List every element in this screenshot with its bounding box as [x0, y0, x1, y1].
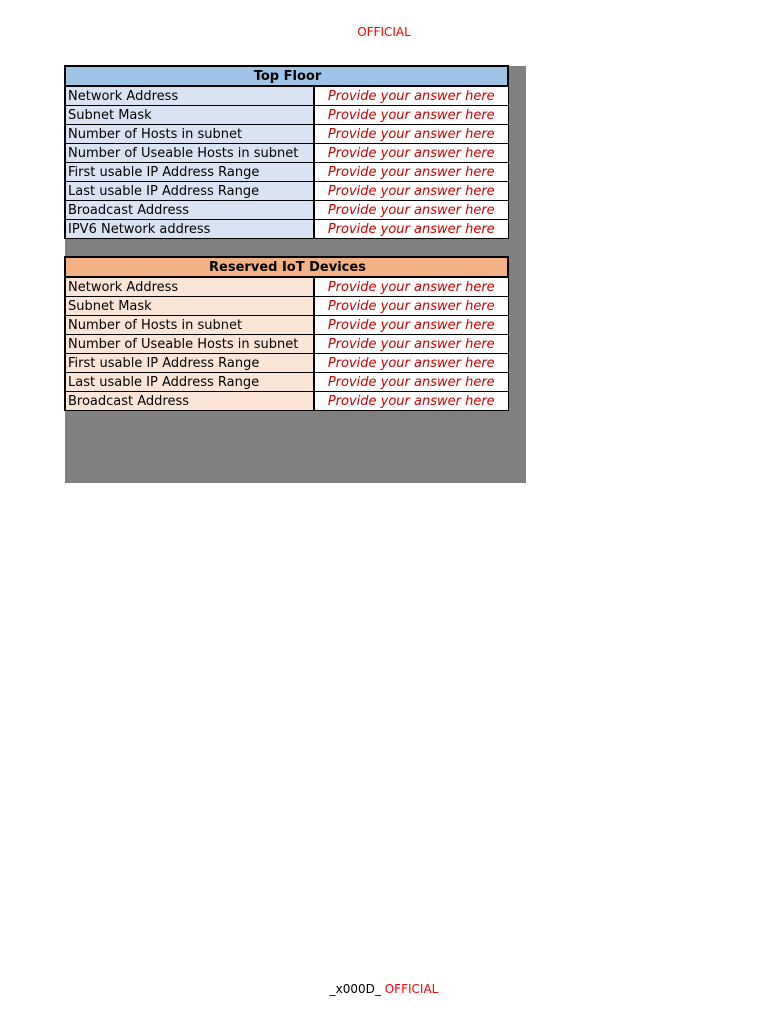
answer-cell[interactable]: Provide your answer here	[314, 125, 508, 144]
table-row	[65, 335, 508, 354]
answer-cell[interactable]: Provide your answer here	[314, 354, 508, 373]
reserved-iot-devices-table	[64, 256, 509, 411]
row-label: Broadcast Address	[65, 201, 314, 220]
row-label: Number of Useable Hosts in subnet	[65, 335, 314, 354]
footer-classification-label: OFFICIAL	[384, 982, 439, 996]
row-label: Broadcast Address	[65, 392, 314, 411]
table-header-row	[65, 257, 508, 277]
table-row	[65, 182, 508, 201]
answer-cell[interactable]: Provide your answer here	[314, 163, 508, 182]
table-row	[65, 163, 508, 182]
row-label: Network Address	[65, 277, 314, 297]
answer-cell[interactable]: Provide your answer here	[314, 335, 508, 354]
table-row	[65, 354, 508, 373]
row-label: First usable IP Address Range	[65, 163, 314, 182]
table-row	[65, 220, 508, 239]
table-row	[65, 106, 508, 125]
answer-cell[interactable]: Provide your answer here	[314, 316, 508, 335]
answer-cell[interactable]: Provide your answer here	[314, 106, 508, 125]
table-row	[65, 125, 508, 144]
row-label: Number of Hosts in subnet	[65, 316, 314, 335]
row-label: Last usable IP Address Range	[65, 373, 314, 392]
row-label: First usable IP Address Range	[65, 354, 314, 373]
footer-classification	[0, 982, 768, 996]
answer-cell[interactable]: Provide your answer here	[314, 86, 508, 106]
row-label: Last usable IP Address Range	[65, 182, 314, 201]
table-title: Top Floor	[65, 66, 508, 86]
table-row	[65, 373, 508, 392]
table-row	[65, 392, 508, 411]
answer-cell[interactable]: Provide your answer here	[314, 297, 508, 316]
table-row	[65, 86, 508, 106]
table-title: Reserved IoT Devices	[65, 257, 508, 277]
table-row	[65, 316, 508, 335]
row-label: Number of Hosts in subnet	[65, 125, 314, 144]
footer-prefix: _x000D_	[329, 982, 381, 996]
table-row	[65, 277, 508, 297]
answer-cell[interactable]: Provide your answer here	[314, 373, 508, 392]
answer-cell[interactable]: Provide your answer here	[314, 392, 508, 411]
answer-cell[interactable]: Provide your answer here	[314, 277, 508, 297]
answer-cell[interactable]: Provide your answer here	[314, 201, 508, 220]
table-row	[65, 297, 508, 316]
table-row	[65, 144, 508, 163]
row-label: Subnet Mask	[65, 297, 314, 316]
row-label: Number of Useable Hosts in subnet	[65, 144, 314, 163]
top-floor-table	[64, 65, 509, 239]
answer-cell[interactable]: Provide your answer here	[314, 220, 508, 239]
table-row	[65, 201, 508, 220]
row-label: Subnet Mask	[65, 106, 314, 125]
answer-cell[interactable]: Provide your answer here	[314, 182, 508, 201]
table-header-row	[65, 66, 508, 86]
row-label: IPV6 Network address	[65, 220, 314, 239]
row-label: Network Address	[65, 86, 314, 106]
answer-cell[interactable]: Provide your answer here	[314, 144, 508, 163]
header-classification: OFFICIAL	[357, 25, 411, 39]
